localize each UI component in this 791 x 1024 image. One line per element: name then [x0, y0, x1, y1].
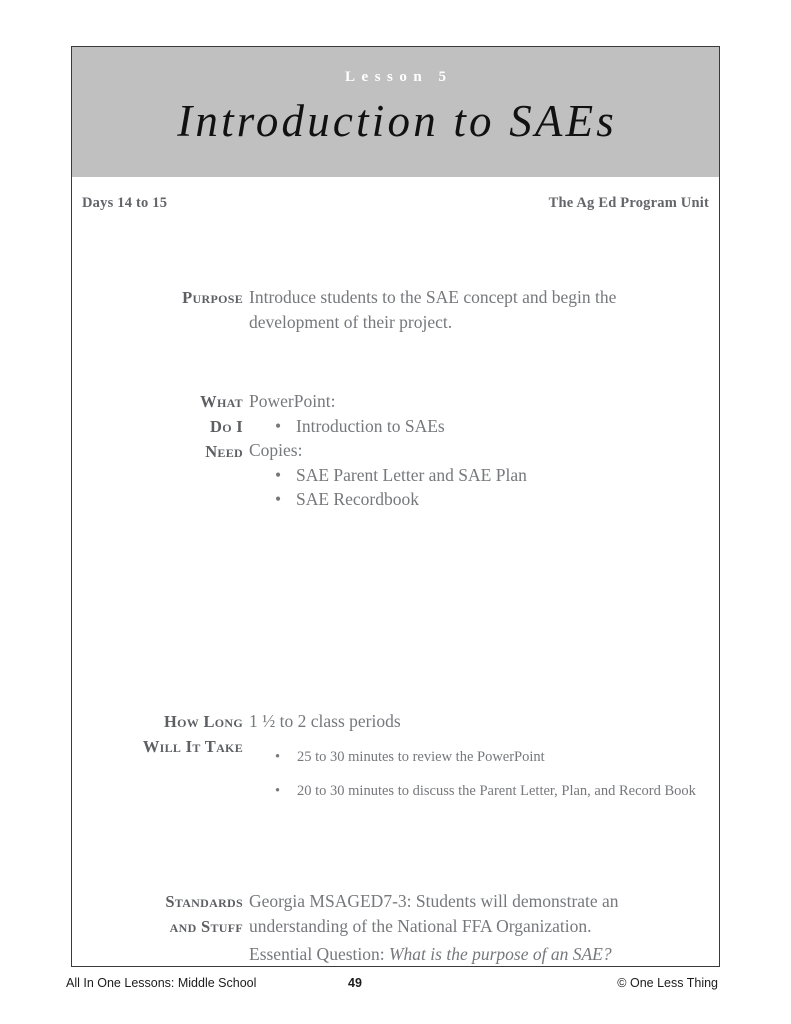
- materials-heading-copies: Copies:: [249, 440, 303, 460]
- bullet-icon: •: [275, 464, 282, 485]
- list-item-label: SAE Parent Letter and SAE Plan: [296, 464, 527, 485]
- standards-text: Georgia MSAGED7-3: Students will demonstrate an understanding of the National FFA Organization.: [249, 891, 619, 936]
- bullet-icon: •: [275, 489, 282, 509]
- section-materials: [72, 389, 719, 512]
- section-purpose-label: Purpose: [182, 288, 243, 307]
- materials-powerpoint-list: [249, 414, 707, 439]
- list-item-label: 20 to 30 minutes to discuss the Parent Letter, Plan, and Record Book: [297, 782, 696, 799]
- purpose-text: Introduce students to the SAE concept and begin the development of their project.: [249, 287, 617, 332]
- lesson-number-eyebrow: Lesson 5: [345, 69, 453, 85]
- section-standards: [72, 889, 719, 967]
- section-materials-body: [249, 389, 719, 512]
- lesson-meta-row: [82, 195, 709, 219]
- list-item-label: 25 to 30 minutes to review the PowerPoint: [297, 748, 545, 765]
- bullet-icon: •: [275, 782, 281, 799]
- footer-copyright: © One Less Thing: [617, 976, 718, 990]
- page-title: Introduction to SAEs: [177, 96, 617, 146]
- list-item: [249, 747, 707, 768]
- list-item: [249, 487, 707, 512]
- section-duration: [72, 709, 719, 802]
- lesson-title-band: [72, 47, 719, 177]
- section-purpose: [72, 285, 719, 334]
- lesson-content: [72, 225, 719, 966]
- list-item: [249, 781, 707, 802]
- materials-copies-list: [249, 463, 707, 512]
- bullet-icon: •: [275, 748, 281, 765]
- section-standards-body: [249, 889, 719, 967]
- page-footer: [66, 976, 718, 994]
- lesson-days-label: Days 14 to 15: [82, 195, 168, 211]
- section-materials-label: What Do I Need: [200, 392, 243, 461]
- essential-question-text: What is the purpose of an SAE?: [388, 944, 612, 964]
- duration-list: [249, 747, 707, 802]
- essential-question-prefix: Essential Question:: [249, 944, 389, 964]
- duration-summary: 1 ½ to 2 class periods: [249, 711, 401, 731]
- materials-heading-powerpoint: PowerPoint:: [249, 391, 336, 411]
- section-purpose-body: [249, 285, 719, 334]
- section-duration-body: [249, 709, 719, 802]
- list-item-label: SAE Recordbook: [296, 489, 419, 509]
- list-item: [249, 463, 707, 488]
- essential-question-line: [249, 942, 707, 967]
- list-item: [249, 414, 707, 439]
- bullet-icon: •: [275, 415, 282, 436]
- section-duration-label: How Long Will It Take: [142, 712, 243, 756]
- list-item-label: Introduction to SAEs: [296, 415, 445, 436]
- footer-page-number: 49: [348, 976, 362, 990]
- section-standards-label: Standards and Stuff: [165, 892, 243, 936]
- lesson-page-frame: [71, 46, 720, 967]
- lesson-unit-label: The Ag Ed Program Unit: [548, 195, 709, 211]
- footer-left-label: All In One Lessons: Middle School: [66, 976, 257, 990]
